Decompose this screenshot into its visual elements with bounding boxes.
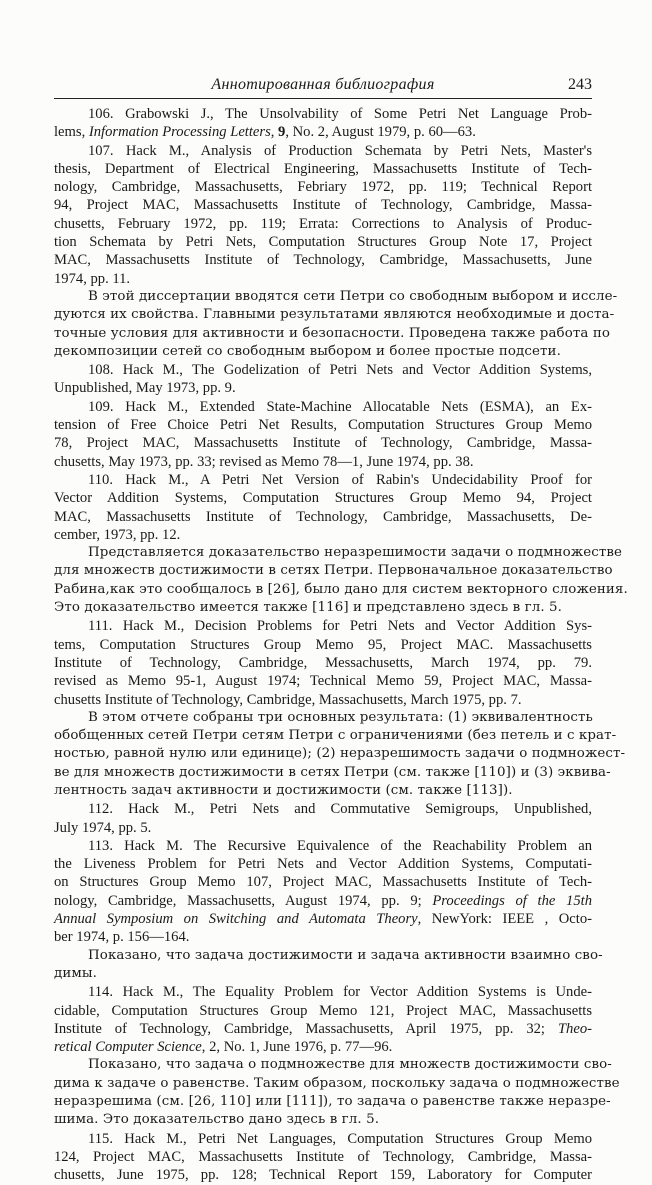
text-run: , No. 2, August 1979, p. 60—63. <box>285 124 476 141</box>
text-run: обобщенных сетей Петри сетям Петри с ограничениями (без петель и с крат- <box>54 728 617 744</box>
text-line <box>54 745 626 763</box>
text-run: Представляется доказательство неразрешимости задачи о подмножестве <box>88 545 623 561</box>
text-run: cember, 1973, pp. 12. <box>54 526 181 543</box>
text-line <box>54 1148 592 1166</box>
text-run: , NewYork: IEEE , Octo- <box>417 911 592 928</box>
text-run: для множеств достижимости в сетях Петри. Первоначальное доказательство <box>54 563 613 579</box>
text-line <box>54 965 592 983</box>
text-line <box>54 581 628 599</box>
italic-text: Information Processing Letters <box>88 124 271 141</box>
text-line <box>54 1020 592 1038</box>
text-line <box>54 837 592 855</box>
text-run: ностью, равной нулю или единице); (2) неразрешимость задачи о подмножест- <box>54 746 626 762</box>
text-run: В этой диссертации вводятся сети Петри со свободным выбором и иссле- <box>88 288 618 304</box>
text-line <box>54 599 592 617</box>
text-run: MAC, Massachusetts Institute of Technology, Cambridge, Massachusetts, June <box>54 252 592 269</box>
text-run: Institute of Technology, Cambridge, Massachusetts, April 1975, pp. 32; <box>54 1020 558 1037</box>
text-line <box>54 691 592 709</box>
text-run: 124, Project MAC, Massachusetts Institute of Technology, Cambridge, Massa- <box>54 1148 592 1165</box>
text-line <box>54 343 592 361</box>
text-run: дима к задаче о равенстве. Таким образом, поскольку задача о подмножестве <box>54 1075 620 1091</box>
text-line <box>54 196 592 214</box>
text-line <box>54 617 592 635</box>
text-run: chusetts, May 1973, pp. 33; revised as Memo 78—1, June 1974, pp. 38. <box>54 453 474 470</box>
text-line <box>54 508 592 526</box>
annotation-paragraph <box>54 1056 620 1129</box>
text-line <box>54 1075 620 1093</box>
text-line <box>54 105 592 123</box>
bibliography-entry-115 <box>54 1130 592 1185</box>
text-run: 108. Hack M., The Godelization of Petri Nets and Vector Addition Systems, <box>88 362 592 379</box>
text-run: 1974, pp. 11. <box>54 270 131 287</box>
bibliography-entry-108 <box>54 361 592 398</box>
text-line <box>54 819 592 837</box>
bibliography-entry-111 <box>54 617 592 708</box>
text-run: неразрешима (см. [26, 110] или [111]), то задача о равенстве также неразре- <box>54 1094 611 1110</box>
italic-text: Proceedings of the 15th <box>432 892 593 909</box>
text-run: July 1974, pp. 5. <box>54 819 152 836</box>
text-run: лентность задач активности и достижимости (см. также [113]). <box>54 782 513 798</box>
text-line <box>54 928 592 946</box>
text-line <box>54 727 617 745</box>
text-line <box>54 782 592 800</box>
text-run: Institute of Technology, Cambridge, Messachusetts, March 1974, pp. 79. <box>54 654 592 671</box>
text-line <box>54 892 592 910</box>
text-run: on Structures Group Memo 107, Project MAC, Massachusetts Institute of Tech- <box>54 874 592 891</box>
text-run: 113. Hack M. The Recursive Equivalence of the Reachability Problem an <box>88 837 592 854</box>
text-run: В этом отчете собраны три основных результата: (1) эквивалентность <box>88 709 593 725</box>
text-line <box>54 1056 612 1074</box>
text-line <box>54 270 592 288</box>
text-run: Показано, что задача о подмножестве для множеств достижимости сво- <box>88 1057 612 1073</box>
text-line <box>54 636 592 654</box>
text-run: lems, <box>54 124 89 141</box>
text-run: cidable, Computation Structures Group Memo 121, Project MAC, Massachusetts <box>54 1002 592 1019</box>
bibliography-entry-114 <box>54 983 592 1056</box>
text-run: Unpublished, May 1973, pp. 9. <box>54 380 236 397</box>
text-line <box>54 855 592 873</box>
text-line <box>54 178 592 196</box>
annotation-paragraph <box>54 709 626 800</box>
text-run: 94, Project MAC, Massachusetts Institute of Technology, Cambridge, Massa- <box>54 197 592 214</box>
text-run: revised as Memo 95-1, August 1974; Technical Memo 59, Project MAC, Massa- <box>54 673 592 690</box>
text-line <box>54 910 592 928</box>
text-line <box>54 123 592 141</box>
text-line <box>54 416 592 434</box>
header-rule <box>54 98 592 99</box>
bibliography-entry-109 <box>54 398 592 471</box>
text-line <box>54 947 603 965</box>
text-line <box>54 160 592 178</box>
text-line <box>54 361 592 379</box>
text-run: Показано, что задача достижимости и задача активности взаимно сво- <box>88 947 603 963</box>
text-run: димы. <box>54 965 97 981</box>
text-line <box>54 764 611 782</box>
text-line <box>54 544 623 562</box>
text-line <box>54 215 592 233</box>
italic-text: Theo- <box>557 1020 592 1037</box>
text-run: 115. Hack M., Petri Net Languages, Computation Structures Group Memo <box>88 1130 592 1147</box>
text-run: chusetts, June 1975, pp. 128; Technical Report 159, Laboratory for Computer <box>54 1167 592 1184</box>
text-run: 114. Hack M., The Equality Problem for Vector Addition Systems is Unde- <box>88 984 592 1001</box>
text-run: tension of Free Choice Petri Net Results, Computation Structures Group Memo <box>54 417 592 434</box>
text-run: Это доказательство имеется также [116] и представлено здесь в гл. 5. <box>54 600 563 616</box>
text-line <box>54 489 592 507</box>
text-run: шима. Это доказательство дано здесь в гл. 5. <box>54 1112 380 1128</box>
text-line <box>54 526 592 544</box>
page-number: 243 <box>568 76 592 93</box>
text-line <box>54 325 611 343</box>
italic-text: Annual Symposium on Switching and Automata Theory <box>54 911 418 928</box>
text-run: 111. Hack M., Decision Problems for Petri Nets and Vector Addition Sys- <box>88 618 592 635</box>
text-run: the Liveness Problem for Petri Nets and Vector Addition Systems, Computati- <box>54 856 592 873</box>
text-line <box>54 873 592 891</box>
text-line <box>54 398 592 416</box>
text-line <box>54 142 592 160</box>
bibliography-entry-110 <box>54 471 592 544</box>
text-line <box>54 1038 592 1056</box>
text-run: ber 1974, p. 156—164. <box>54 929 190 946</box>
text-run: ве для множеств достижимости в сетях Петри (см. также [110]) и (3) эквива- <box>54 764 611 780</box>
text-run: 112. Hack M., Petri Nets and Commutative Semigroups, Unpublished, <box>88 801 592 818</box>
text-line <box>54 654 592 672</box>
text-run: tion Schemata by Petri Nets, Computation Structures Group Note 17, Project <box>54 234 592 251</box>
text-run: nology, Cambridge, Massachusetts, August 1974, pp. 9; <box>54 892 433 909</box>
text-run: дуются их свойства. Главными результатами являются необходимые и доста- <box>54 307 615 323</box>
text-run: 109. Hack M., Extended State-Machine Allocatable Nets (ESMA), an Ex- <box>88 398 592 415</box>
bibliography-entry-106 <box>54 105 592 142</box>
text-line <box>54 672 592 690</box>
text-run: MAC, Massachusetts Institute of Technology, Cambridge, Massachusetts, De- <box>54 508 592 525</box>
running-header <box>54 74 592 96</box>
text-run: декомпозиции сетей со свободным выбором и более простые подсети. <box>54 343 561 359</box>
text-line <box>54 471 592 489</box>
text-run: 106. Grabowski J., The Unsolvability of Some Petri Net Language Prob- <box>88 106 592 122</box>
bibliography-body <box>54 105 628 1185</box>
text-run: chusetts Institute of Technology, Cambridge, Massachusetts, March 1975, pp. 7. <box>54 691 522 708</box>
text-line <box>54 983 592 1001</box>
text-run: Рабина,как это сообщалось в [26], было дано для систем векторного сложения. <box>54 581 628 597</box>
bold-text: 9 <box>278 124 286 141</box>
text-run: 107. Hack M., Analysis of Production Schemata by Petri Nets, Master's <box>88 142 592 159</box>
bibliography-entry-107 <box>54 142 592 288</box>
text-line <box>54 288 618 306</box>
bibliography-entry-113 <box>54 837 592 947</box>
text-run: nology, Cambridge, Massachusetts, Febriary 1972, pp. 119; Technical Report <box>54 179 592 196</box>
text-run: tems, Computation Structures Group Memo 95, Project MAC. Massachusetts <box>54 636 592 653</box>
text-run: точные условия для активности и безопасности. Проведена также работа по <box>54 325 611 341</box>
text-run: , <box>270 124 279 141</box>
text-line <box>54 1130 592 1148</box>
text-line <box>54 233 592 251</box>
annotation-paragraph <box>54 947 603 984</box>
annotation-paragraph <box>54 288 618 361</box>
annotation-paragraph <box>54 544 628 617</box>
text-line <box>54 800 592 818</box>
text-run: thesis, Department of Electrical Engineering, Massachusetts Institute of Tech- <box>54 160 592 177</box>
text-run: 78, Project MAC, Massachusetts Institute of Technology, Cambridge, Massa- <box>54 435 592 452</box>
text-run: 110. Hack M., A Petri Net Version of Rabin's Undecidability Proof for <box>88 471 592 488</box>
text-line <box>54 1166 592 1184</box>
text-line <box>54 306 615 324</box>
text-run: chusetts, February 1972, pp. 119; Errata: Corrections to Analysis of Produc- <box>54 215 592 232</box>
text-line <box>54 709 592 727</box>
text-line <box>54 453 592 471</box>
text-line <box>54 1093 611 1111</box>
italic-text: retical Computer Science <box>54 1039 202 1056</box>
text-line <box>54 379 592 397</box>
text-run: , 2, No. 1, June 1976, p. 77—96. <box>201 1039 393 1056</box>
text-line <box>54 1002 592 1020</box>
text-line <box>54 562 613 580</box>
text-line <box>54 434 592 452</box>
text-line <box>54 1111 592 1129</box>
running-header-title: Аннотированная библиография <box>211 76 435 93</box>
text-line <box>54 251 592 269</box>
bibliography-entry-112 <box>54 800 592 837</box>
text-run: Vector Addition Systems, Computation Structures Group Memo 94, Project <box>54 490 592 507</box>
